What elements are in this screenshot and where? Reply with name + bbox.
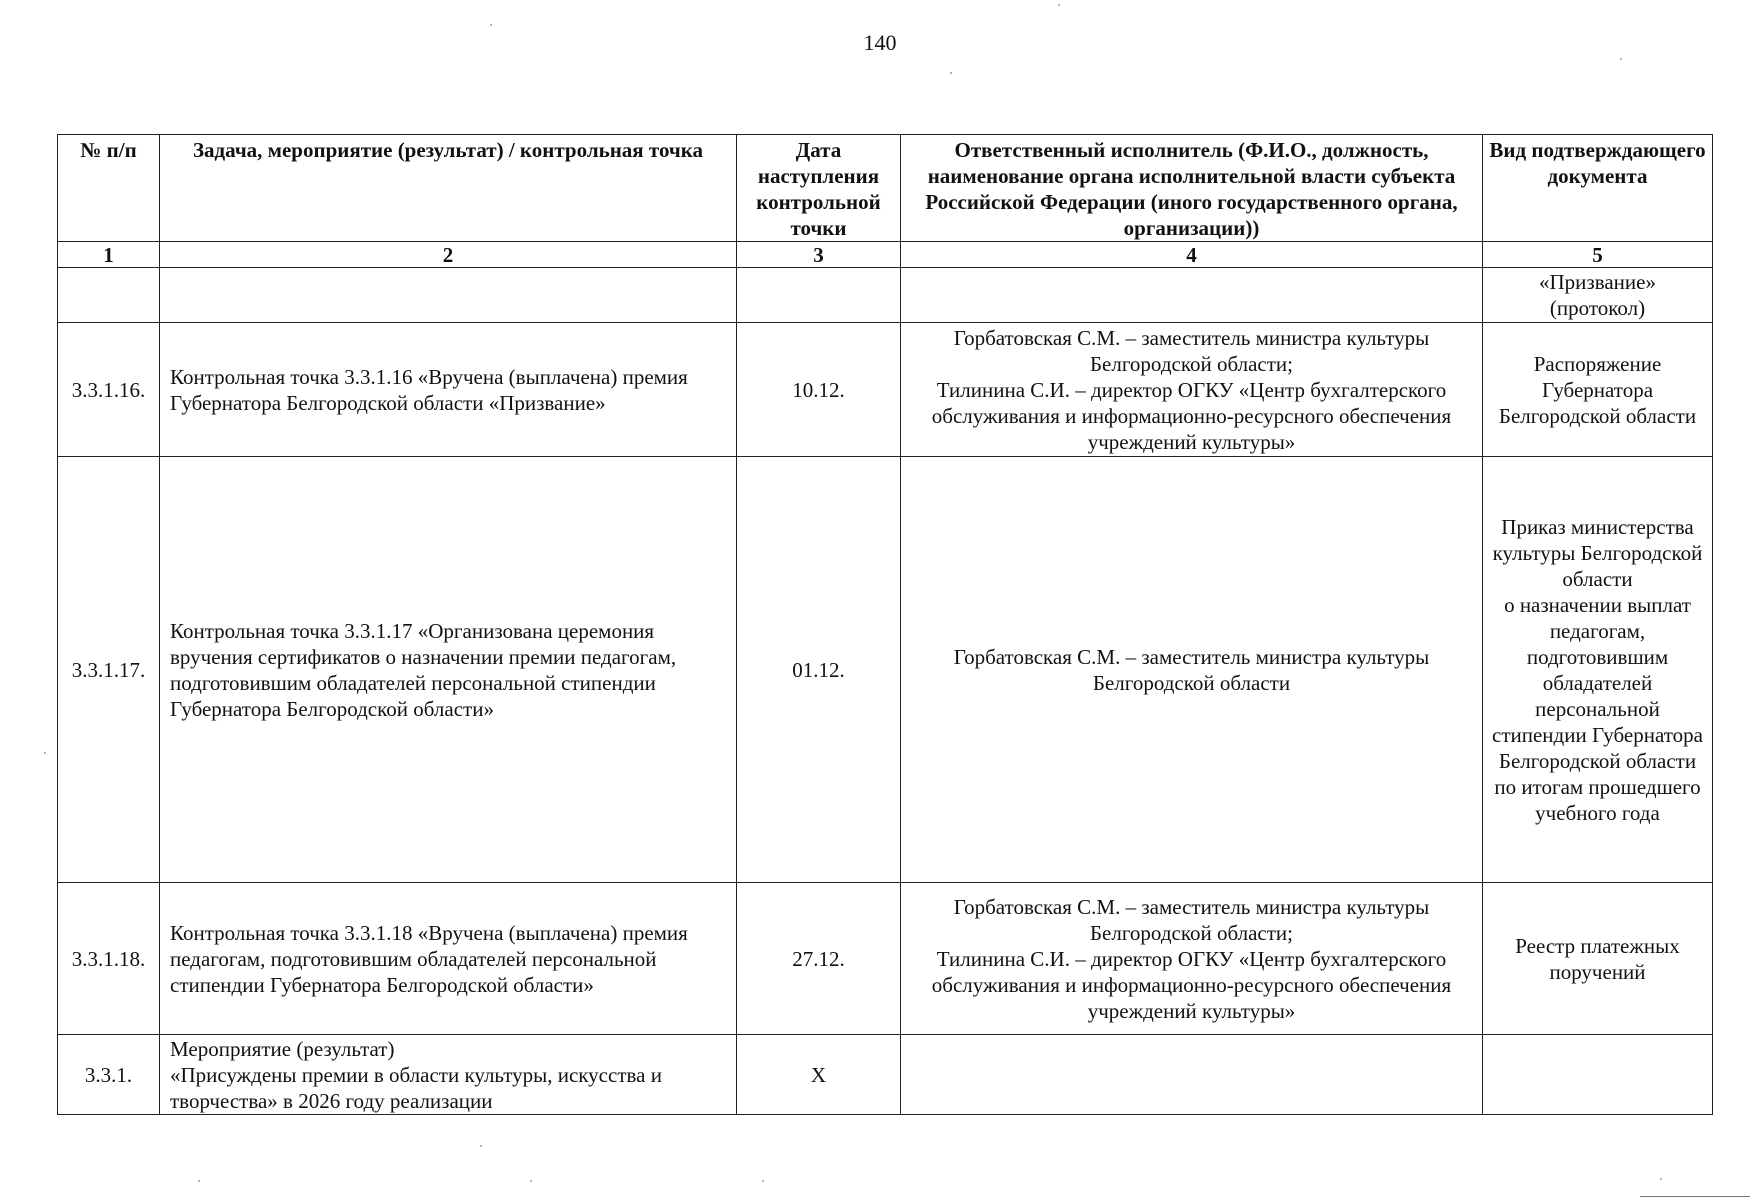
scan-speck — [480, 1145, 482, 1147]
table-header-row — [58, 135, 1713, 242]
page-number: 140 — [863, 30, 897, 55]
row-date: Х — [737, 1035, 901, 1115]
control-points-table — [57, 134, 1713, 1115]
scan-speck — [1620, 58, 1622, 60]
row-number: 3.3.1.16. — [58, 323, 160, 457]
row-task: Контрольная точка 3.3.1.16 «Вручена (выплачена) премия Губернатора Белгородской области «Призвание» — [160, 323, 737, 457]
row-document — [1483, 1035, 1713, 1115]
scan-speck — [1058, 4, 1060, 6]
header-number: № п/п — [58, 135, 160, 242]
row-responsible: Горбатовская С.М. – заместитель министра культуры Белгородской области; Тилинина С.И. – директор ОГКУ «Центр бухгалтерского обслуживания и информационно-ресурсного обеспечения учреждений культуры» — [901, 323, 1483, 457]
row-task: Мероприятие (результат) «Присуждены премии в области культуры, искусства и творчества» в 2026 году реализации — [160, 1035, 737, 1115]
table-row — [58, 323, 1713, 457]
scan-speck — [762, 1180, 764, 1182]
row-document: «Призвание» (протокол) — [1483, 268, 1713, 323]
row-task: Контрольная точка 3.3.1.17 «Организована церемония вручения сертификатов о назначении премии педагогам, подготовившим обладателей персональной стипендии Губернатора Белгородской области» — [160, 457, 737, 883]
scan-speck — [950, 72, 952, 74]
scan-speck — [490, 24, 492, 26]
row-number: 3.3.1.18. — [58, 883, 160, 1035]
column-number: 5 — [1483, 242, 1713, 268]
row-task — [160, 268, 737, 323]
header-date: Дата наступления контрольной точки — [737, 135, 901, 242]
column-number: 3 — [737, 242, 901, 268]
table-row — [58, 883, 1713, 1035]
header-task: Задача, мероприятие (результат) / контрольная точка — [160, 135, 737, 242]
row-responsible — [901, 268, 1483, 323]
scan-speck — [44, 752, 46, 754]
row-number: 3.3.1.17. — [58, 457, 160, 883]
table-row — [58, 457, 1713, 883]
row-document: Распоряжение Губернатора Белгородской области — [1483, 323, 1713, 457]
row-date: 10.12. — [737, 323, 901, 457]
header-responsible: Ответственный исполнитель (Ф.И.О., должность, наименование органа исполнительной власти субъекта Российской Федерации (иного государственного органа, организации)) — [901, 135, 1483, 242]
row-responsible: Горбатовская С.М. – заместитель министра культуры Белгородской области — [901, 457, 1483, 883]
row-document: Реестр платежных поручений — [1483, 883, 1713, 1035]
row-number — [58, 268, 160, 323]
column-number: 4 — [901, 242, 1483, 268]
row-number: 3.3.1. — [58, 1035, 160, 1115]
row-document: Приказ министерства культуры Белгородской области о назначении выплат педагогам, подготовившим обладателей персональной стипендии Губернатора Белгородской области по итогам прошедшего учебного года — [1483, 457, 1713, 883]
scan-speck — [530, 1180, 532, 1182]
row-task: Контрольная точка 3.3.1.18 «Вручена (выплачена) премия педагогам, подготовившим обладателей персональной стипендии Губернатора Белгородской области» — [160, 883, 737, 1035]
column-number-row — [58, 242, 1713, 268]
scan-speck — [1660, 1178, 1662, 1180]
row-date: 01.12. — [737, 457, 901, 883]
row-date: 27.12. — [737, 883, 901, 1035]
scan-speck — [198, 1180, 200, 1182]
table-row — [58, 1035, 1713, 1115]
row-date — [737, 268, 901, 323]
table-row — [58, 268, 1713, 323]
scan-mark — [1640, 1196, 1750, 1197]
column-number: 2 — [160, 242, 737, 268]
row-responsible: Горбатовская С.М. – заместитель министра культуры Белгородской области; Тилинина С.И. – директор ОГКУ «Центр бухгалтерского обслуживания и информационно-ресурсного обеспечения учреждений культуры» — [901, 883, 1483, 1035]
column-number: 1 — [58, 242, 160, 268]
row-responsible — [901, 1035, 1483, 1115]
header-document: Вид подтверждающего документа — [1483, 135, 1713, 242]
